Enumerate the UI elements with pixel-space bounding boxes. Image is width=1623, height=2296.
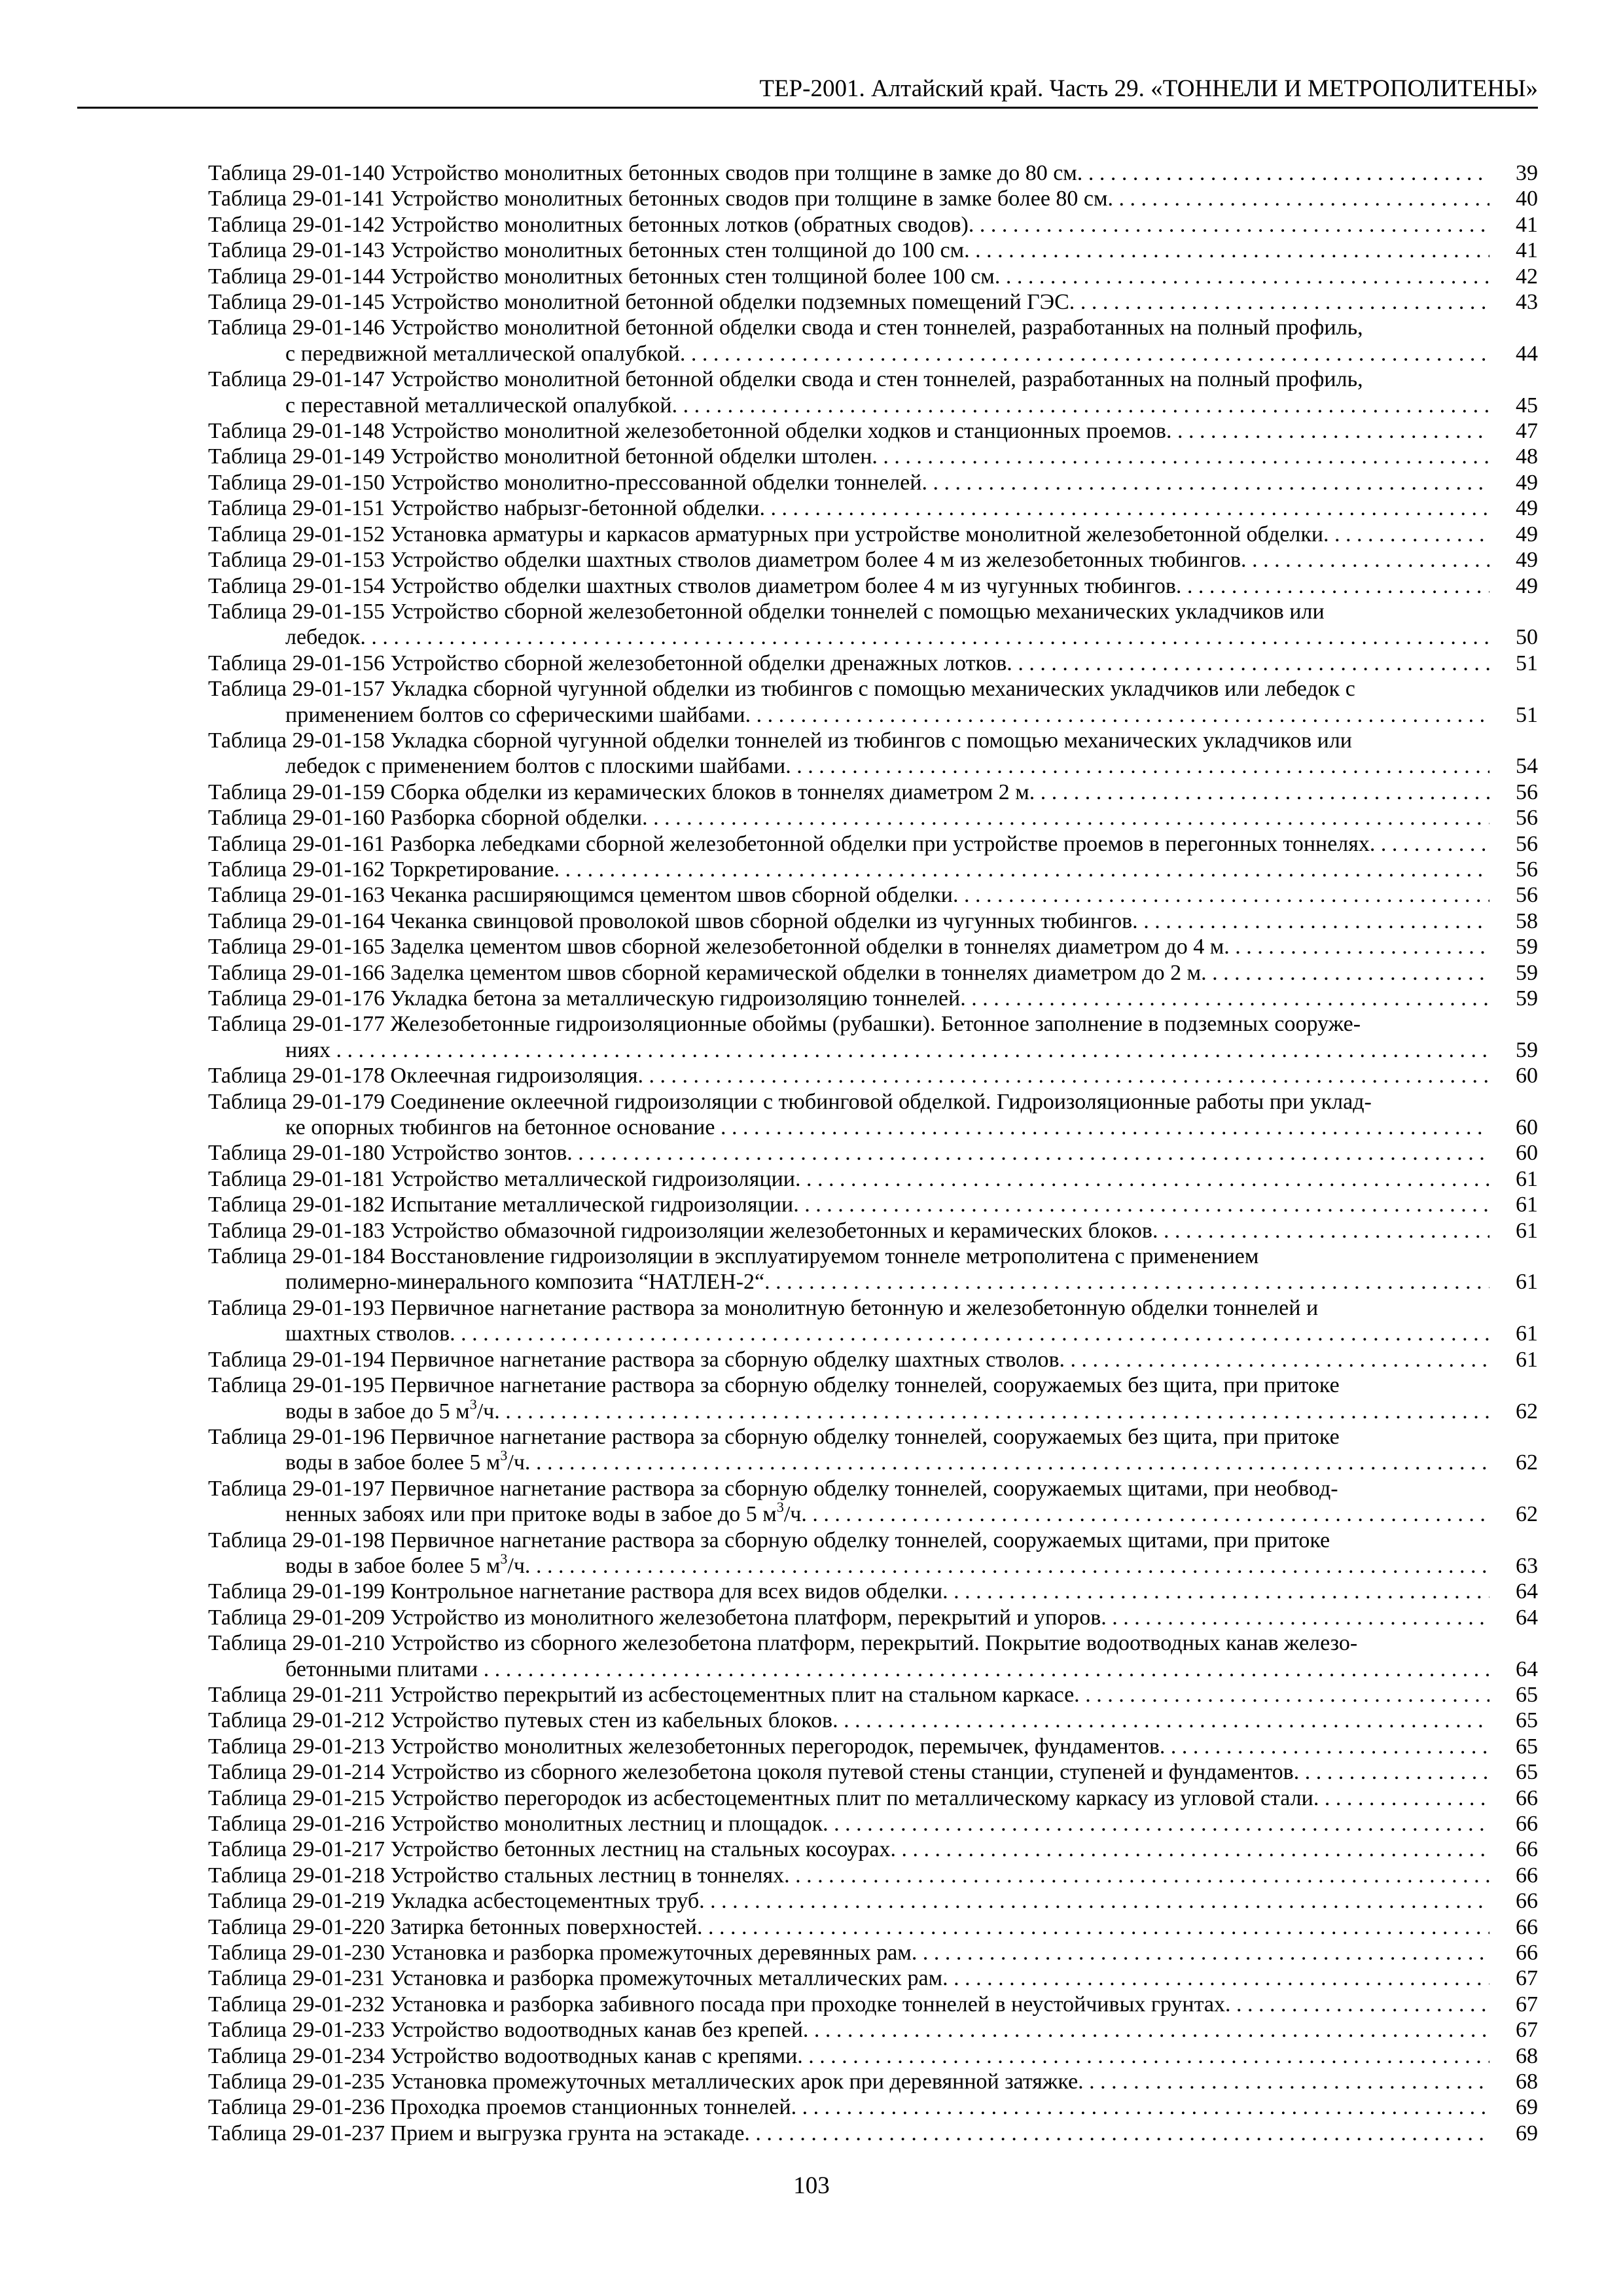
toc-entry [208,1759,1538,1785]
toc-entry-title [208,470,1489,495]
toc-entry [208,651,1538,676]
toc-entry-line: Таблица 29-01-212 Устройство путевых стен из кабельных блоков. . . . [208,1708,1489,1733]
toc-entry-page: 48 [1516,444,1538,469]
toc-entry-title [208,212,1489,238]
toc-entry-line: Таблица 29-01-148 Устройство монолитной железобетонной обделки ходков и станционных проемов. . . . [208,418,1489,444]
toc-entry-line: Таблица 29-01-154 Устройство обделки шахтных стволов диаметром более 4 м из чугунных тюбингов. . . . [208,573,1489,599]
toc-entry [208,238,1538,263]
toc-entry-page: 65 [1516,1760,1538,1785]
toc-entry-line: Таблица 29-01-193 Первичное нагнетание раствора за монолитную бетонную и железобетонную обделки тоннелей и [208,1295,1319,1320]
toc-entry-title [208,1630,1489,1682]
toc-entry-page: 43 [1516,290,1538,315]
toc-entry [208,908,1538,934]
toc-entry-title [208,1914,1489,1940]
toc-entry [208,1063,1538,1088]
toc-entry [208,960,1538,986]
toc-entry-line: Таблица 29-01-165 Заделка цементом швов сборной железобетонной обделки в тоннелях диаметром до 4 м. . . . [208,934,1489,960]
toc-entry [208,186,1538,211]
toc-entry-line: воды в забое более 5 $м^3/ч$. . . . [208,1553,1489,1579]
toc-entry [208,1734,1538,1759]
toc-entry-title [208,1476,1489,1528]
toc-entry-line: Таблица 29-01-183 Устройство обмазочной гидроизоляции железобетонных и керамических блоков. . . . [208,1218,1489,1244]
toc-entry-page: 60 [1516,1141,1538,1166]
toc-entry-line: Таблица 29-01-140 Устройство монолитных бетонных сводов при толщине в замке до 80 см. . . . [208,160,1489,186]
toc-entry-page: 67 [1516,1992,1538,2017]
toc-entry-line: лебедок с применением болтов с плоскими шайбами. . . . [208,753,1489,779]
toc-entry-page: 66 [1516,1785,1538,1810]
toc-entry-line: Таблица 29-01-220 Затирка бетонных поверхностей. . . . [208,1914,1489,1940]
toc-entry [208,805,1538,831]
toc-entry-page: 56 [1516,780,1538,804]
toc-entry [208,315,1538,367]
toc-entry-page: 61 [1516,1321,1538,1346]
toc-entry-title [208,1811,1489,1837]
toc-entry-title [208,805,1489,831]
toc-entry [208,780,1538,805]
toc-entry-line: Таблица 29-01-156 Устройство сборной железобетонной обделки дренажных лотков. . . . [208,651,1489,676]
toc-entry-page: 62 [1516,1399,1538,1424]
toc-entry-title [208,1372,1489,1424]
toc-entry-line: Таблица 29-01-231 Установка и разборка промежуточных металлических рам. . . . [208,1965,1489,1991]
toc-entry [208,1011,1538,1063]
toc-entry-page: 69 [1516,2121,1538,2145]
toc-entry-line: шахтных стволов. . . . [208,1321,1489,1346]
toc-entry-page: 66 [1516,1812,1538,1836]
toc-entry-line: Таблица 29-01-197 Первичное нагнетание раствора за сборную обделку тоннелей, сооружаемых щитами, при необвод- [208,1476,1338,1501]
toc-entry-page: 66 [1516,1941,1538,1965]
page-number: 103 [793,2172,830,2199]
toc-entry [208,1244,1538,1295]
toc-entry [208,1940,1538,1965]
toc-entry [208,2017,1538,2043]
toc-entry-title [208,651,1489,676]
toc-entry-line: Таблица 29-01-217 Устройство бетонных лестниц на стальных косоурах. . . . [208,1837,1489,1862]
toc-entry-page: 59 [1516,960,1538,985]
toc-entry-page: 63 [1516,1553,1538,1578]
toc-entry-line: Таблица 29-01-199 Контрольное нагнетание раствора для всех видов обделки. . . . [208,1579,1489,1604]
toc-entry-title [208,573,1489,599]
toc-entry-line: Таблица 29-01-214 Устройство из сборного железобетона цоколя путевой стены станции, ступеней и фундаментов. . . . [208,1759,1489,1785]
toc-entry-line: Таблица 29-01-237 Прием и выгрузка грунта на эстакаде. . . . [208,2121,1489,2146]
toc-entry-title [208,1708,1489,1733]
toc-entry-title [208,1347,1489,1372]
header-rule [77,107,1538,109]
toc-entry-title [208,2017,1489,2043]
toc-entry [208,1192,1538,1217]
toc-entry [208,1837,1538,1862]
toc-entry-page: 56 [1516,831,1538,856]
toc-entry-page: 51 [1516,702,1538,727]
toc-entry-title [208,1965,1489,1991]
toc-entry [208,1992,1538,2017]
toc-entry-page: 64 [1516,1579,1538,1604]
toc-entry-line: Таблица 29-01-236 Проходка проемов станционных тоннелей. . . . [208,2094,1489,2120]
toc-entry-title [208,1424,1489,1476]
toc-entry-line: Таблица 29-01-232 Установка и разборка забивного посада при проходке тоннелей в неустойчивых грунтах. . . . [208,1992,1489,2017]
toc-entry [208,882,1538,908]
toc-entry [208,1089,1538,1141]
toc-entry [208,444,1538,469]
toc-entry-page: 41 [1516,212,1538,237]
toc-entry-line: Таблица 29-01-144 Устройство монолитных бетонных стен толщиной более 100 см. . . . [208,264,1489,289]
toc-entry-line: применением болтов со сферическими шайбами. . . . [208,702,1489,728]
toc-entry-page: 49 [1516,548,1538,573]
toc-entry [208,1863,1538,1888]
toc-entry-line: Таблица 29-01-219 Укладка асбестоцементных труб. . . . [208,1888,1489,1914]
toc-entry [208,599,1538,651]
toc-entry-title [208,676,1489,728]
toc-entry-line: Таблица 29-01-164 Чеканка свинцовой проволокой швов сборной обделки из чугунных тюбингов. . . . [208,908,1489,934]
toc-entry-page: 45 [1516,393,1538,418]
toc-entry-line: Таблица 29-01-216 Устройство монолитных лестниц и площадок. . . . [208,1811,1489,1837]
toc-entry [208,522,1538,547]
toc-entry-title [208,2043,1489,2069]
toc-entry-line: Таблица 29-01-181 Устройство металлической гидроизоляции. . . . [208,1166,1489,1192]
toc-entry-page: 59 [1516,935,1538,960]
toc-entry [208,1785,1538,1811]
toc-entry [208,547,1538,573]
toc-entry-page: 49 [1516,522,1538,547]
toc-entry-title [208,857,1489,882]
toc-entry-title [208,289,1489,315]
toc-entry-page: 56 [1516,857,1538,882]
toc-entry-page: 68 [1516,2070,1538,2094]
toc-entry-line: ненных забоях или при притоке воды в забое до 5 $м^3/ч$. . . . [208,1501,1489,1527]
toc-entry-page: 50 [1516,625,1538,650]
toc-entry-line: Таблица 29-01-158 Укладка сборной чугунной обделки тоннелей из тюбингов с помощью механических укладчиков или [208,728,1352,753]
toc-entry [208,1708,1538,1733]
toc-entry-title [208,1888,1489,1914]
toc-entry-line: воды в забое более 5 $м^3/ч$. . . . [208,1450,1489,1475]
toc-entry-line: Таблица 29-01-184 Восстановление гидроизоляции в эксплуатируемом тоннеле метрополитена с применением [208,1244,1259,1269]
toc-entry [208,1476,1538,1528]
toc-entry-line: Таблица 29-01-209 Устройство из монолитного железобетона платформ, перекрытий и упоров. . . . [208,1605,1489,1630]
toc-entry-line: Таблица 29-01-196 Первичное нагнетание раствора за сборную обделку тоннелей, сооружаемых без щита, при притоке [208,1424,1340,1449]
toc-entry [208,2094,1538,2120]
toc-entry [208,212,1538,238]
toc-entry [208,495,1538,521]
toc-entry [208,1605,1538,1630]
toc-entry-line: Таблица 29-01-211 Устройство перекрытий из асбестоцементных плит на стальном каркасе. . . . [208,1682,1489,1708]
toc-entry-page: 60 [1516,1115,1538,1140]
toc-entry-line: Таблица 29-01-151 Устройство набрызг-бетонной обделки. . . . [208,495,1489,521]
toc-entry [208,1682,1538,1708]
toc-entry-page: 44 [1516,341,1538,366]
toc-entry-title [208,186,1489,211]
toc-entry-line: Таблица 29-01-233 Устройство водоотводных канав без крепей. . . . [208,2017,1489,2043]
toc-entry-title [208,1295,1489,1347]
toc-entry-title [208,1992,1489,2017]
toc-entry-line: Таблица 29-01-218 Устройство стальных лестниц в тоннелях. . . . [208,1863,1489,1888]
toc-entry-line: Таблица 29-01-157 Укладка сборной чугунной обделки из тюбингов с помощью механических укладчиков или лебедок с [208,677,1355,702]
toc-entry-title [208,831,1489,857]
toc-entry-line: Таблица 29-01-160 Разборка сборной обделки. . . . [208,805,1489,831]
toc-entry [208,1295,1538,1347]
toc-entry-page: 68 [1516,2043,1538,2068]
toc-entry-page: 61 [1516,1193,1538,1217]
toc-entry-page: 61 [1516,1166,1538,1191]
toc-entry-title [208,367,1489,418]
toc-entry-line: ниях . . . [208,1037,1489,1063]
toc-entry-title [208,1785,1489,1811]
toc-entry-page: 41 [1516,238,1538,263]
toc-entry [208,1140,1538,1166]
toc-entry-line: Таблица 29-01-215 Устройство перегородок из асбестоцементных плит по металлическому каркасу из угловой стали. . . . [208,1785,1489,1811]
toc-entry-line: Таблица 29-01-234 Устройство водоотводных канав с крепями. . . . [208,2043,1489,2069]
toc-entry-line: Таблица 29-01-178 Оклеечная гидроизоляция. . . . [208,1063,1489,1088]
toc-entry-line: Таблица 29-01-176 Укладка бетона за металлическую гидроизоляцию тоннелей. . . . [208,986,1489,1011]
toc-entry-line: Таблица 29-01-230 Установка и разборка промежуточных деревянных рам. . . . [208,1940,1489,1965]
toc-entry [208,857,1538,882]
toc-entry-title [208,1140,1489,1166]
toc-entry-title [208,1605,1489,1630]
toc-entry-page: 49 [1516,573,1538,598]
table-of-contents [208,160,1538,2146]
toc-entry [208,676,1538,728]
toc-entry-title [208,882,1489,908]
toc-entry-title [208,444,1489,469]
toc-entry-line: Таблица 29-01-143 Устройство монолитных бетонных стен толщиной до 100 см. . . . [208,238,1489,263]
toc-entry [208,1965,1538,1991]
toc-entry-page: 42 [1516,264,1538,289]
toc-entry-page: 62 [1516,1450,1538,1475]
toc-entry-line: Таблица 29-01-166 Заделка цементом швов сборной керамической обделки в тоннелях диаметром до 2 м. . . . [208,960,1489,986]
toc-entry-title [208,1579,1489,1604]
toc-entry-title [208,1166,1489,1192]
toc-entry-line: Таблица 29-01-195 Первичное нагнетание раствора за сборную обделку тоннелей, сооружаемых без щита, при притоке [208,1373,1340,1398]
toc-entry-page: 61 [1516,1347,1538,1372]
toc-entry-page: 60 [1516,1064,1538,1088]
toc-entry [208,1166,1538,1192]
toc-entry-line: Таблица 29-01-147 Устройство монолитной бетонной обделки свода и стен тоннелей, разработанных на полный профиль, [208,367,1363,392]
toc-entry-page: 66 [1516,1914,1538,1939]
toc-entry [208,2121,1538,2146]
toc-entry-title [208,2094,1489,2120]
toc-entry [208,1528,1538,1579]
toc-entry-title [208,315,1489,367]
toc-entry [208,2043,1538,2069]
toc-entry-title [208,986,1489,1011]
toc-entry-page: 62 [1516,1502,1538,1527]
toc-entry-page: 47 [1516,419,1538,444]
toc-entry-title [208,1759,1489,1785]
toc-entry-title [208,1940,1489,1965]
toc-entry [208,1914,1538,1940]
toc-entry-title [208,547,1489,573]
toc-entry-line: Таблица 29-01-159 Сборка обделки из керамических блоков в тоннелях диаметром 2 м. . . . [208,780,1489,805]
toc-entry-line: Таблица 29-01-161 Разборка лебедками сборной железобетонной обделки при устройстве проемов в перегонных тоннелях. . . . [208,831,1489,857]
toc-entry-title [208,1011,1489,1063]
toc-entry-title [208,160,1489,186]
toc-entry-page: 49 [1516,496,1538,521]
toc-entry-title [208,1863,1489,1888]
toc-entry-title [208,1218,1489,1244]
toc-entry-page: 59 [1516,1037,1538,1062]
toc-entry-line: Таблица 29-01-194 Первичное нагнетание раствора за сборную обделку шахтных стволов. . . . [208,1347,1489,1372]
toc-entry-line: Таблица 29-01-146 Устройство монолитной бетонной обделки свода и стен тоннелей, разработанных на полный профиль, [208,315,1363,340]
toc-entry-line: Таблица 29-01-235 Установка промежуточных металлических арок при деревянной затяжке. . . . [208,2069,1489,2094]
toc-entry-page: 39 [1516,161,1538,185]
toc-entry-line: Таблица 29-01-145 Устройство монолитной бетонной обделки подземных помещений ГЭС. . . . [208,289,1489,315]
toc-entry [208,1347,1538,1372]
toc-entry-line: Таблица 29-01-149 Устройство монолитной бетонной обделки штолен. . . . [208,444,1489,469]
toc-entry-page: 64 [1516,1605,1538,1630]
toc-entry-page: 65 [1516,1708,1538,1733]
toc-entry-title [208,780,1489,805]
toc-entry-line: Таблица 29-01-179 Соединение оклеечной гидроизоляции с тюбинговой обделкой. Гидроизоляционные работы при уклад- [208,1089,1372,1114]
toc-entry-title [208,418,1489,444]
toc-entry-page: 67 [1516,2018,1538,2043]
toc-entry-title [208,238,1489,263]
toc-entry-title [208,1089,1489,1141]
toc-entry-line: с переставной металлической опалубкой. . . . [208,393,1489,418]
toc-entry-page: 65 [1516,1682,1538,1707]
toc-entry-page: 64 [1516,1657,1538,1681]
toc-entry-title [208,2069,1489,2094]
toc-entry-title [208,960,1489,986]
toc-entry-line: Таблица 29-01-142 Устройство монолитных бетонных лотков (обратных сводов). . . . [208,212,1489,238]
toc-entry-line: ке опорных тюбингов на бетонное основание . . . [208,1115,1489,1140]
toc-entry-line: Таблица 29-01-163 Чеканка расширяющимся цементом швов сборной обделки. . . . [208,882,1489,908]
toc-entry [208,289,1538,315]
toc-entry-title [208,1063,1489,1088]
toc-entry-line: Таблица 29-01-177 Железобетонные гидроизоляционные обоймы (рубашки). Бетонное заполнение в подземных сооруже- [208,1012,1361,1037]
toc-entry-line: Таблица 29-01-150 Устройство монолитно-прессованной обделки тоннелей. . . . [208,470,1489,495]
toc-entry-line: полимерно-минерального композита “НАТЛЕН-2“. . . . [208,1269,1489,1295]
toc-entry [208,2069,1538,2094]
toc-entry [208,986,1538,1011]
toc-entry [208,418,1538,444]
toc-entry [208,1888,1538,1914]
toc-entry [208,1811,1538,1837]
toc-entry-line: воды в забое до 5 $м^3/ч$. . . . [208,1399,1489,1424]
toc-entry-line: Таблица 29-01-141 Устройство монолитных бетонных сводов при толщине в замке более 80 см. . . . [208,186,1489,211]
toc-entry [208,367,1538,418]
toc-entry-line: лебедок. . . . [208,624,1489,650]
toc-entry-page: 40 [1516,187,1538,211]
toc-entry-line: Таблица 29-01-155 Устройство сборной железобетонной обделки тоннелей с помощью механических укладчиков или [208,599,1325,624]
toc-entry-page: 59 [1516,986,1538,1011]
toc-entry-line: Таблица 29-01-213 Устройство монолитных железобетонных перегородок, перемычек, фундаментов. . . . [208,1734,1489,1759]
toc-entry-title [208,728,1489,780]
toc-entry-line: Таблица 29-01-162 Торкретирование. . . . [208,857,1489,882]
toc-entry [208,264,1538,289]
toc-entry-line: Таблица 29-01-152 Установка арматуры и каркасов арматурных при устройстве монолитной железобетонной обделки. . . . [208,522,1489,547]
toc-entry-title [208,1734,1489,1759]
toc-entry-page: 66 [1516,1889,1538,1914]
toc-entry-title [208,599,1489,651]
toc-entry-page: 56 [1516,806,1538,831]
toc-entry-line: Таблица 29-01-153 Устройство обделки шахтных стволов диаметром более 4 м из железобетонных тюбингов. . . . [208,547,1489,573]
toc-entry [208,160,1538,186]
toc-entry [208,1630,1538,1682]
toc-entry-page: 49 [1516,470,1538,495]
toc-entry-page: 58 [1516,908,1538,933]
toc-entry-title [208,1682,1489,1708]
toc-entry-page: 54 [1516,754,1538,779]
toc-entry-title [208,1244,1489,1295]
toc-entry [208,1218,1538,1244]
toc-entry-page: 67 [1516,1966,1538,1991]
toc-entry-line: Таблица 29-01-182 Испытание металлической гидроизоляции. . . . [208,1192,1489,1217]
toc-entry-page: 61 [1516,1218,1538,1243]
toc-entry-line: бетонными плитами . . . [208,1657,1489,1682]
toc-entry [208,470,1538,495]
toc-entry-title [208,934,1489,960]
toc-entry-line: Таблица 29-01-180 Устройство зонтов. . . . [208,1140,1489,1166]
toc-entry-line: с передвижной металлической опалубкой. . . . [208,341,1489,367]
toc-entry-title [208,908,1489,934]
toc-entry-title [208,2121,1489,2146]
toc-entry [208,1372,1538,1424]
toc-entry [208,728,1538,780]
toc-entry-page: 51 [1516,651,1538,675]
toc-entry-page: 69 [1516,2095,1538,2120]
toc-entry [208,831,1538,857]
toc-entry-title [208,1528,1489,1579]
toc-entry-page: 66 [1516,1863,1538,1888]
toc-entry [208,1579,1538,1604]
toc-entry-title [208,495,1489,521]
toc-entry [208,934,1538,960]
toc-entry-line: Таблица 29-01-198 Первичное нагнетание раствора за сборную обделку тоннелей, сооружаемых щитами, при притоке [208,1528,1330,1552]
toc-entry-page: 66 [1516,1837,1538,1862]
toc-entry [208,1424,1538,1476]
running-header: ТЕР-2001. Алтайский край. Часть 29. «ТОННЕЛИ И МЕТРОПОЛИТЕНЫ» [759,75,1538,102]
toc-entry-title [208,264,1489,289]
toc-entry-line: Таблица 29-01-210 Устройство из сборного железобетона платформ, перекрытий. Покрытие водоотводных канав железо- [208,1631,1358,1656]
toc-entry-title [208,1837,1489,1862]
toc-entry-page: 56 [1516,883,1538,908]
toc-entry-page: 65 [1516,1734,1538,1759]
toc-entry [208,573,1538,599]
toc-entry-page: 61 [1516,1270,1538,1295]
toc-entry-title [208,522,1489,547]
toc-entry-title [208,1192,1489,1217]
